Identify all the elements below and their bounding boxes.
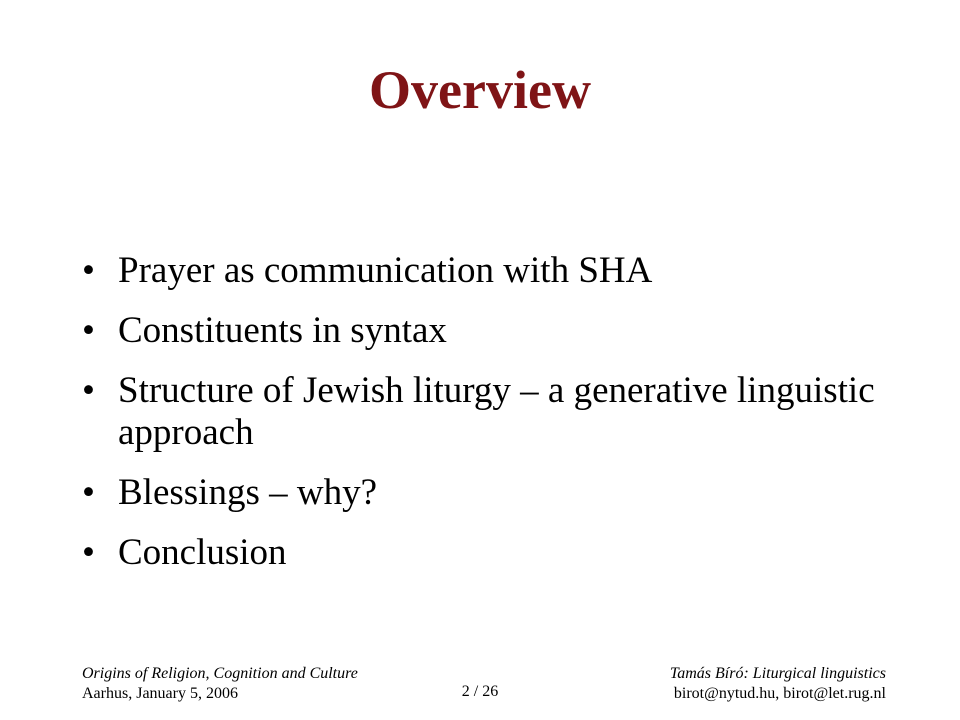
bullet-icon: •	[82, 250, 95, 291]
bullet-list	[82, 250, 882, 592]
bullet-text-structure: Structure of Jewish liturgy – a generative linguistic approach	[118, 370, 875, 453]
footer-emails: birot@nytud.hu, birot@let.rug.nl	[673, 685, 886, 702]
bullet-text-constituents: Constituents in syntax	[118, 310, 447, 351]
list-item	[82, 532, 882, 574]
page-number: 2 / 26	[461, 683, 499, 700]
bullet-icon: •	[82, 370, 95, 411]
bullet-text-prayer: Prayer as communication with SHA	[118, 250, 653, 291]
footer-conference-name: Origins of Religion, Cognition and Culture	[82, 665, 358, 682]
footer-author-title: Tamás Bíró: Liturgical linguistics	[669, 665, 886, 682]
slide-title: Overview	[369, 60, 591, 120]
bullet-text-blessings: Blessings – why?	[118, 472, 377, 513]
bullet-text-conclusion: Conclusion	[118, 532, 287, 573]
footer-location-date: Aarhus, January 5, 2006	[82, 685, 238, 702]
list-item	[82, 250, 882, 292]
bullet-icon: •	[82, 532, 95, 573]
list-item	[82, 310, 882, 352]
list-item	[82, 472, 882, 514]
list-item	[82, 370, 882, 454]
footer-right	[670, 664, 886, 704]
bullet-icon: •	[82, 472, 95, 513]
bullet-icon: •	[82, 310, 95, 351]
